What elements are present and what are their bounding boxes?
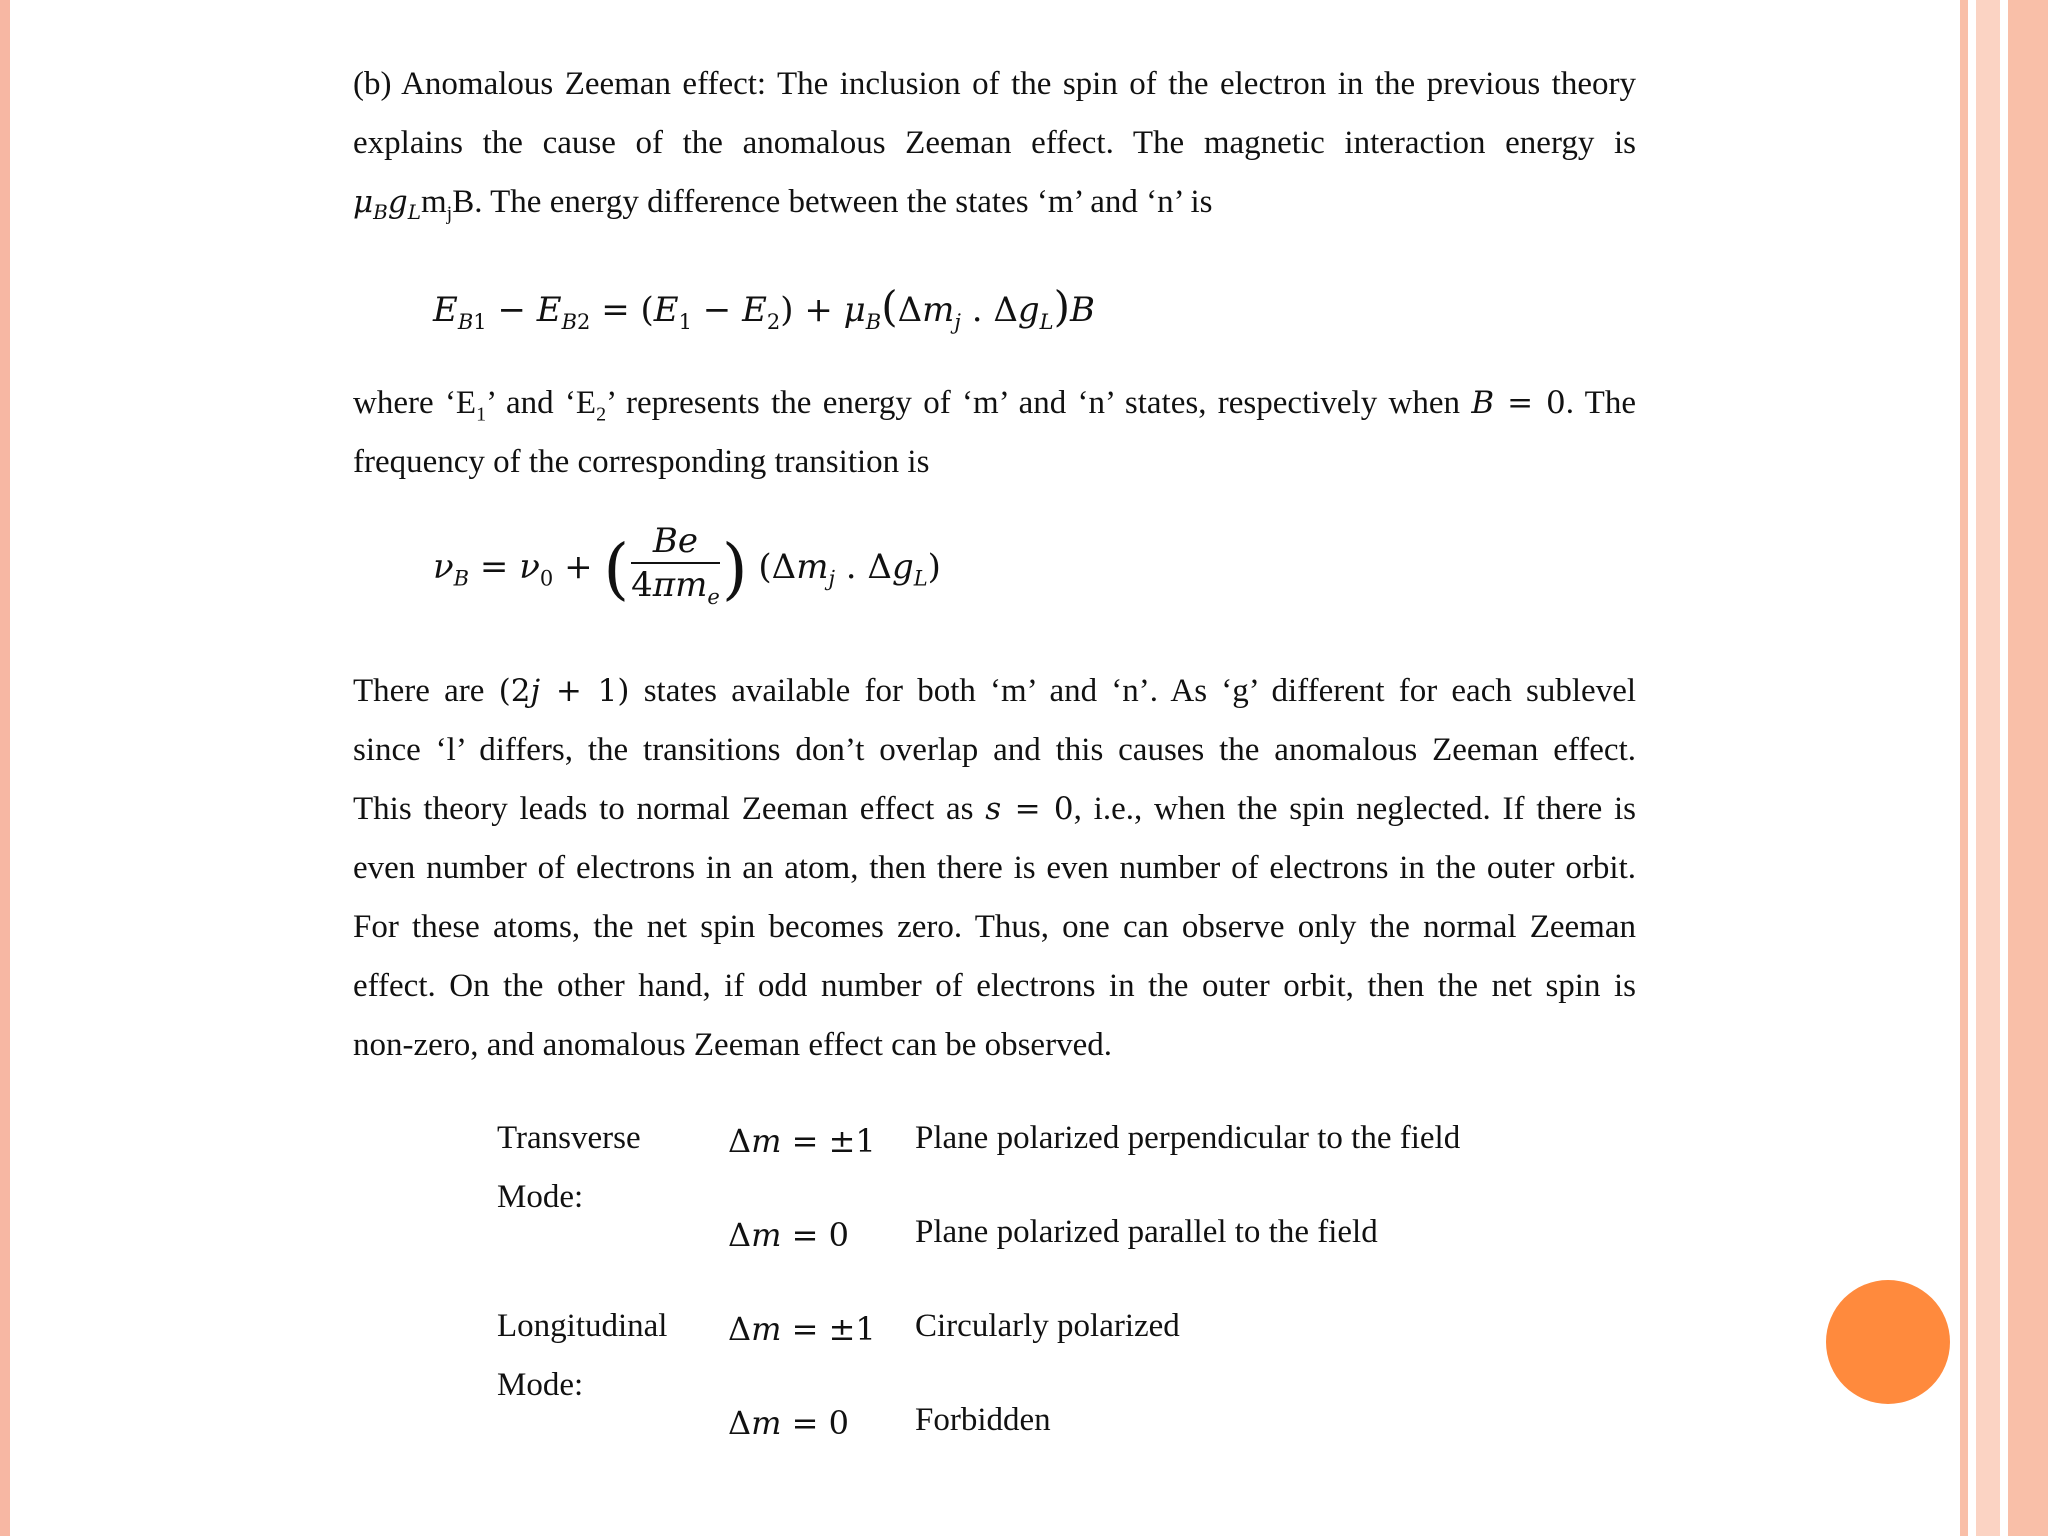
polarization-transverse-1: Plane polarized perpendicular to the field	[915, 1120, 1461, 1156]
right-border-stripe-3	[2008, 0, 2048, 1536]
selection-rule-longitudinal-1: Δm = ±1	[728, 1310, 876, 1348]
polarization-longitudinal-1: Circularly polarized	[915, 1308, 1180, 1344]
paragraph1-line2: explains the cause of the anomalous Zeeman effect. The magnetic interaction energy is	[353, 125, 1636, 161]
polarization-transverse-2: Plane polarized parallel to the field	[915, 1214, 1378, 1250]
paragraph3-line3: This theory leads to normal Zeeman effect as s = 0, i.e., when the spin neglected. If there is	[353, 791, 1636, 827]
frequency-fraction: $\frac{Be}{4\pi m_e}$	[631, 521, 720, 609]
paragraph1-line1: (b) Anomalous Zeeman effect: The inclusion of the spin of the electron in the previous theory	[353, 66, 1636, 102]
paragraph3-line2: since ‘l’ differs, the transitions don’t overlap and this causes the anomalous Zeeman effect.	[353, 732, 1636, 768]
right-border-stripe-1	[1960, 0, 1968, 1536]
mode-label-longitudinal-line1: Longitudinal	[497, 1308, 668, 1344]
selection-rule-transverse-2: Δm = 0	[728, 1216, 849, 1254]
paragraph3-line7: non-zero, and anomalous Zeeman effect can be observed.	[353, 1027, 1112, 1063]
mode-label-longitudinal-line2: Mode:	[497, 1367, 584, 1403]
polarization-longitudinal-2: Forbidden	[915, 1402, 1051, 1438]
paragraph3-line5: For these atoms, the net spin becomes zero. Thus, one can observe only the normal Zeeman	[353, 909, 1636, 945]
right-border-stripe-2	[1976, 0, 2000, 1536]
paragraph2-line1: where ‘$E_1$’ and ‘$E_2$’ represents the energy of ‘m’ and ‘n’ states, respectively when B = 0. The	[353, 385, 1636, 426]
left-border-stripe	[0, 0, 10, 1536]
paragraph2-line2: frequency of the corresponding transition is	[353, 444, 930, 480]
energy-difference-equation: $E_{B1} - E_{B2} = (E_1 - E_2) + \mu_B(\Delta m_j$ . $\Delta g_L)B$	[433, 282, 1096, 334]
frequency-equation: $\nu_B = \nu_0$ + ( $\frac{Be}{4\pi m_e}$ ) ($\Delta m_j$ . $\Delta g_L$)	[433, 522, 941, 616]
selection-rule-longitudinal-2: Δm = 0	[728, 1404, 849, 1442]
paragraph1-line3: $\mu_Bg_Lm_jB$. The energy difference between the states ‘m’ and ‘n’ is	[353, 184, 1213, 225]
selection-rule-transverse-1: Δm = ±1	[728, 1122, 876, 1160]
paragraph1-line3-text: B. The energy difference between the states ‘m’ and ‘n’ is	[452, 184, 1213, 220]
paragraph3-line1: There are (2j + 1) states available for both ‘m’ and ‘n’. As ‘g’ different for each sublevel	[353, 673, 1637, 709]
accent-circle	[1826, 1280, 1950, 1404]
mode-label-transverse-line2: Mode:	[497, 1179, 584, 1215]
magnetic-energy-math: $\mu_Bg_L$	[353, 184, 421, 225]
paragraph3-line4: even number of electrons in an atom, then there is even number of electrons in the outer orbit.	[353, 850, 1636, 886]
paragraph3-line6: effect. On the other hand, if odd number of electrons in the outer orbit, then the net spin is	[353, 968, 1636, 1004]
mode-label-transverse-line1: Transverse	[497, 1120, 641, 1156]
